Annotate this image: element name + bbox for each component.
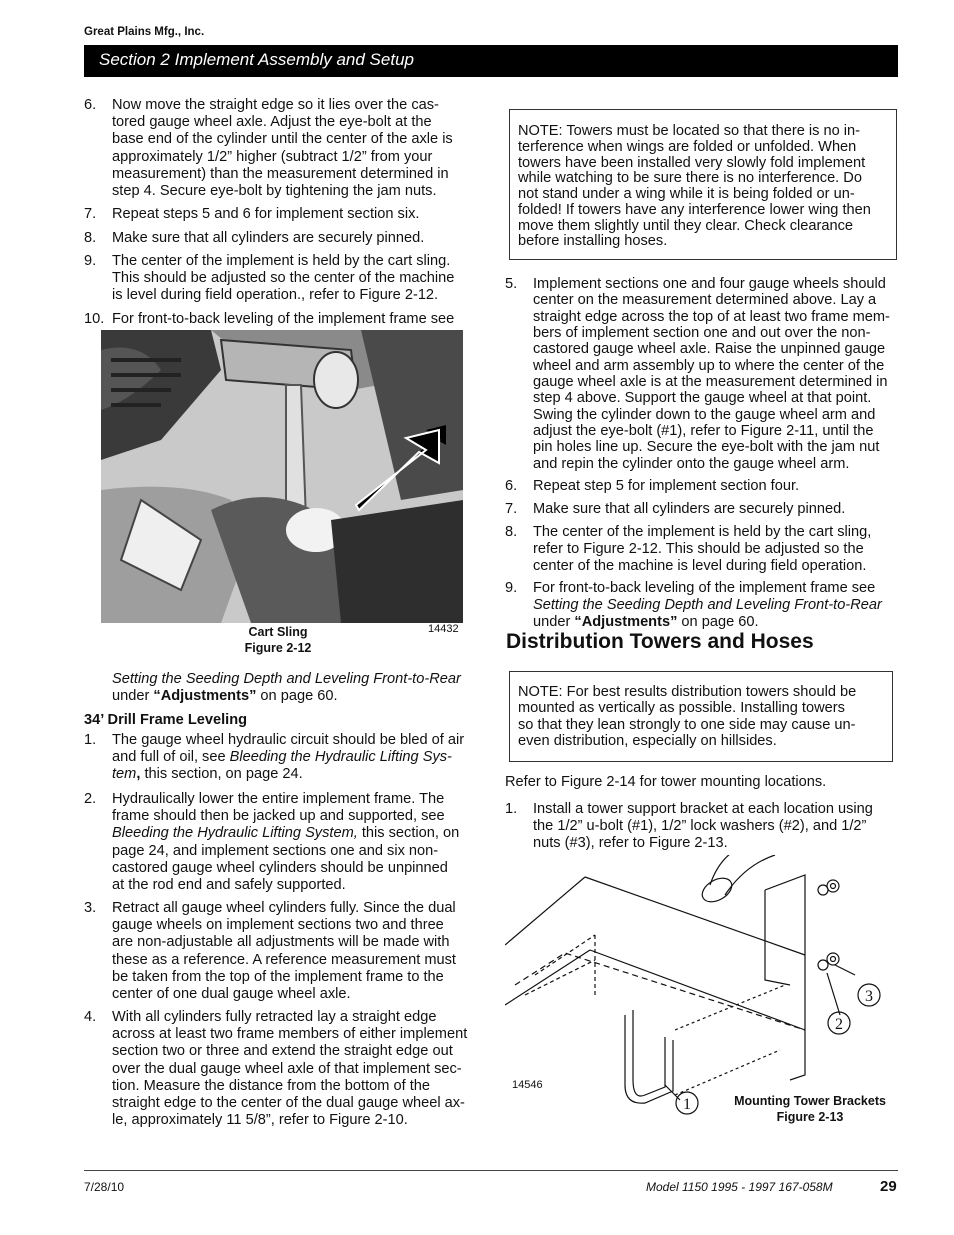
cart-sling-image	[101, 330, 463, 623]
cart-sling-photo	[101, 330, 463, 623]
figure-13-caption: Mounting Tower Brackets Figure 2-13	[734, 1094, 886, 1124]
callout-2: 2	[835, 1016, 843, 1033]
section-header: Section 2 Implement Assembly and Setup	[84, 45, 898, 77]
footer-model: Model 1150 1995 - 1997 167-058M	[646, 1180, 833, 1194]
section-heading: Distribution Towers and Hoses	[506, 630, 814, 653]
figure-12-caption: Cart Sling Figure 2-12	[244, 625, 312, 655]
page-number: 29	[880, 1178, 897, 1195]
callout-1: 1	[683, 1096, 691, 1113]
note-towers-interference: NOTE: Towers must be located so that there is no in- terference when wings are folded or unfolded. When towers have been installed very slowly fold implement while watching to be sure there is no interference. Do not stand under a wing while it is being folded or un- folded! If towers have any interference lower wing then move them slightly until they clear. Check clearance before installing hoses.	[509, 109, 897, 260]
subheading-drill-frame-leveling: 34’ Drill Frame Leveling	[84, 712, 248, 728]
footer-rule	[84, 1170, 898, 1171]
figure-13-image-id: 14546	[512, 1079, 543, 1091]
footer-date: 7/28/10	[84, 1180, 125, 1194]
tower-bracket-diagram	[505, 855, 900, 1120]
company-name: Great Plains Mfg., Inc.	[84, 26, 205, 38]
note-vertical-towers: NOTE: For best results distribution towers should be mounted as vertically as possible. Installing towers so that they lean strongly to one side may cause un- even distribution, especially on hillsides.	[509, 671, 893, 762]
refer-text: Refer to Figure 2-14 for tower mounting locations.	[505, 774, 827, 790]
step-10-continued: Setting the Seeding Depth and Leveling Front-to-Rear under “Adjustments” on page 60.	[112, 671, 461, 705]
figure-12-image-id: 14432	[428, 623, 459, 635]
callout-3: 3	[865, 988, 873, 1005]
